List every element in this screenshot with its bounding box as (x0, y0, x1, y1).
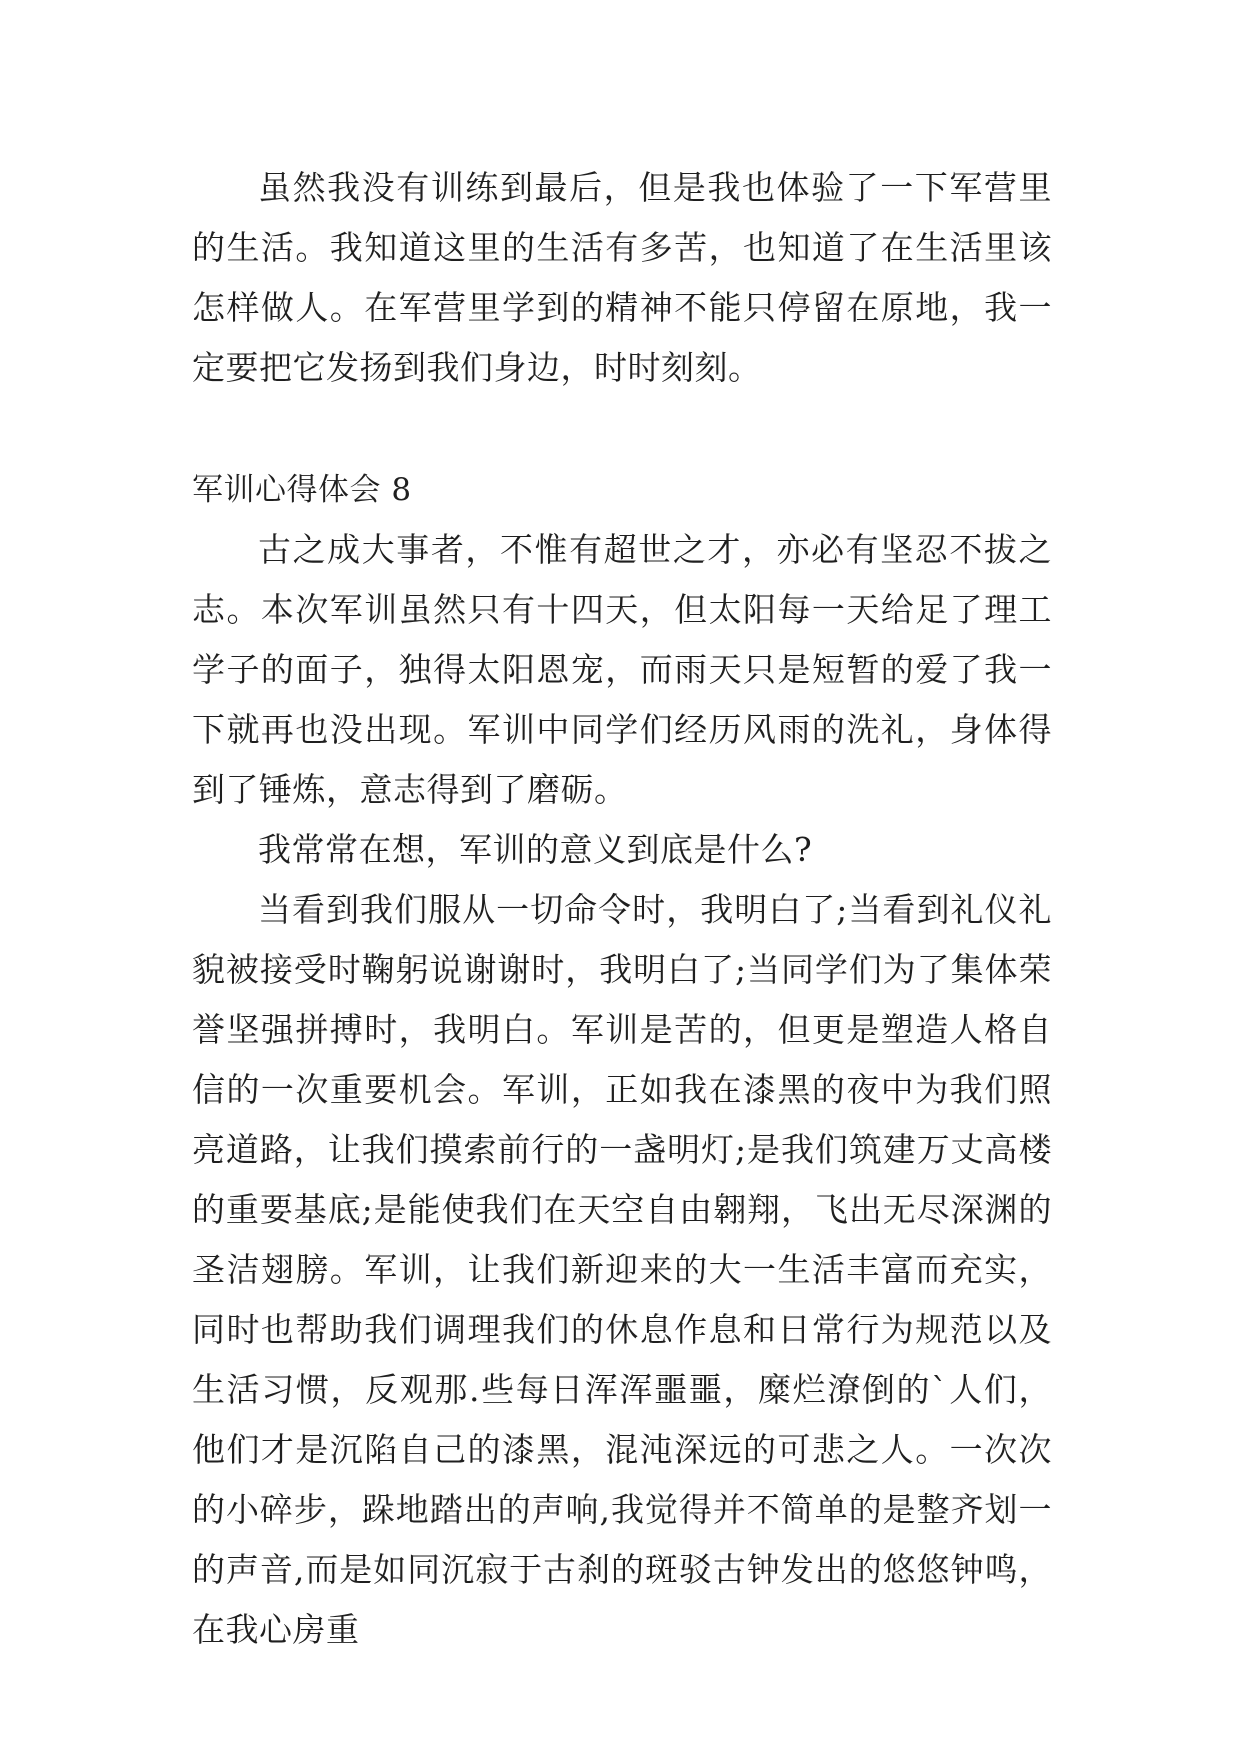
paragraph-4: 当看到我们服从一切命令时，我明白了;当看到礼仪礼貌被接受时鞠躬说谢谢时，我明白了;当同学们为了集体荣誉坚强拼搏时，我明白。军训是苦的，但更是塑造人格自信的一次重要机会。军训，正如我在漆黑的夜中为我们照亮道路，让我们摸索前行的一盏明灯;是我们筑建万丈高楼的重要基底;是能使我们在天空自由翱翔，飞出无尽深渊的圣洁翅膀。军训，让我们新迎来的大一生活丰富而充实，同时也帮助我们调理我们的休息作息和日常行为规范以及生活习惯，反观那.些每日浑浑噩噩，糜烂潦倒的`人们，他们才是沉陷自己的漆黑，混沌深远的可悲之人。一次次的小碎步，跺地踏出的声响,我觉得并不简单的是整齐划一的声音,而是如同沉寂于古刹的斑驳古钟发出的悠悠钟鸣，在我心房重 (192, 890, 1052, 1649)
section-title: 军训心得体会 8 (192, 472, 412, 508)
paragraph-2: 古之成大事者，不惟有超世之才，亦必有坚忍不拔之志。本次军训虽然只有十四天，但太阳每一天给足了理工学子的面子，独得太阳恩宠，而雨天只是短暂的爱了我一下就再也没出现。军训中同学们经历风雨的洗礼，身体得到了锤炼，意志得到了磨砺。 (192, 530, 1052, 809)
paragraph-gap (192, 398, 1052, 460)
paragraph-1: 虽然我没有训练到最后，但是我也体验了一下军营里的生活。我知道这里的生活有多苦，也知道了在生活里该怎样做人。在军营里学到的精神不能只停留在原地，我一定要把它发扬到我们身边，时时刻刻。 (192, 168, 1052, 387)
document-body (192, 158, 1052, 1660)
paragraph-3: 我常常在想，军训的意义到底是什么? (258, 830, 813, 869)
